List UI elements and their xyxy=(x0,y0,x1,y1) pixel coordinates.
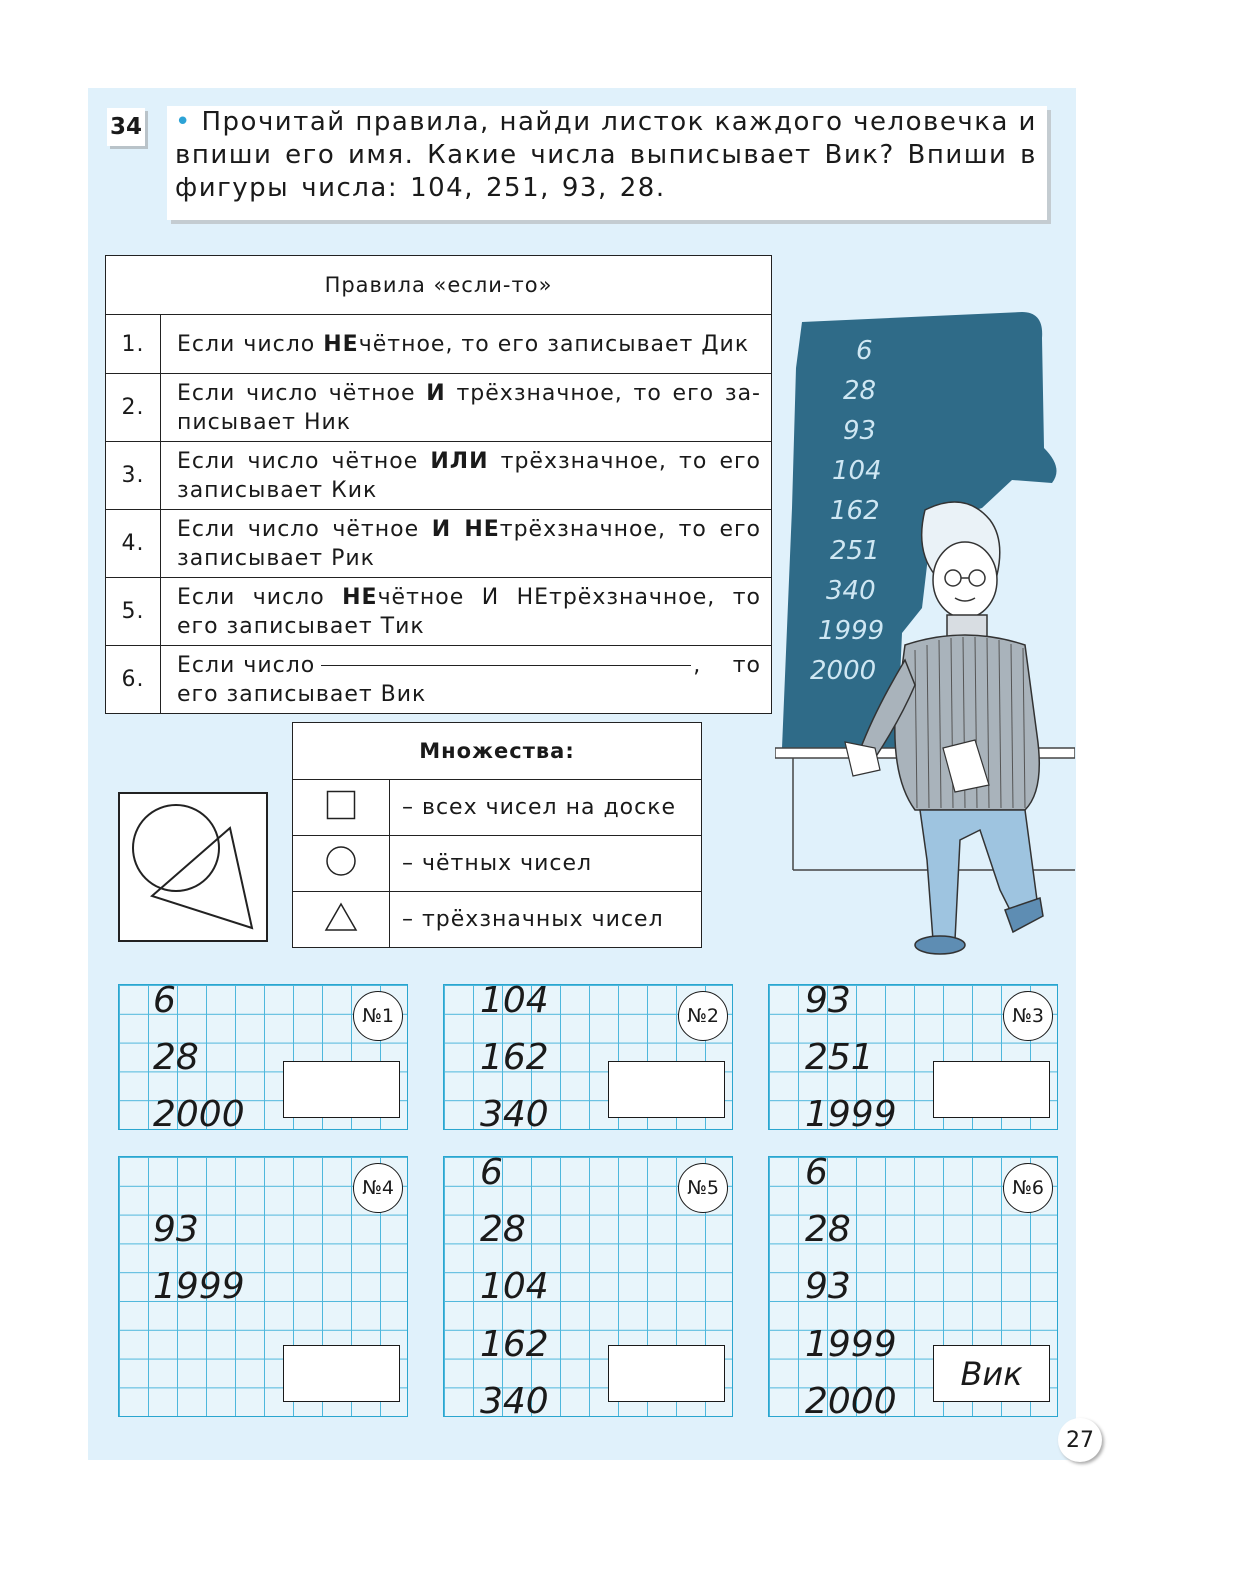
rule-row: 3. Если число чётное ИЛИ трёхзначное, то его записывает Кик xyxy=(106,442,772,510)
rule-row-6: 6. Если число , то его записывает Вик xyxy=(106,646,772,714)
card-number: 93 xyxy=(805,1266,851,1307)
answer-card-4 xyxy=(118,1156,408,1417)
bullet-icon: • xyxy=(175,107,192,137)
card-number: 93 xyxy=(805,980,851,1021)
card-badge: №3 xyxy=(1003,991,1053,1041)
rule-row: 5. Если число НЕчётное И НЕтрёхзначное, то его записывает Тик xyxy=(106,578,772,646)
square-icon xyxy=(326,790,356,820)
task-line-3: фигуры числа: 104, 251, 93, 28. xyxy=(175,173,666,203)
card-number: 1999 xyxy=(805,1324,897,1365)
board-number: 162 xyxy=(830,496,880,526)
answer-card-3 xyxy=(768,980,1058,1135)
sets-title: Множества: xyxy=(293,723,702,780)
card-number: 1999 xyxy=(805,1094,897,1135)
board-number: 93 xyxy=(843,416,877,446)
circle-icon xyxy=(325,845,357,877)
card-number: 104 xyxy=(480,980,549,1021)
answer-card-1 xyxy=(118,980,408,1135)
rule-row: 1. Если число НЕчётное, то его записывает Дик xyxy=(106,315,772,374)
venn-diagram xyxy=(118,792,268,942)
card-badge: №5 xyxy=(678,1163,728,1213)
card-number: 28 xyxy=(153,1037,199,1078)
board-number: 104 xyxy=(832,456,882,486)
triangle-icon xyxy=(324,902,358,932)
card-badge: №4 xyxy=(353,1163,403,1213)
rules-title: Правила «если-то» xyxy=(106,256,772,315)
boy-illustration xyxy=(775,480,1075,970)
board-number: 1999 xyxy=(818,616,885,646)
page-number: 27 xyxy=(1058,1418,1102,1462)
task-instructions xyxy=(167,106,1047,220)
card-number: 93 xyxy=(153,1209,199,1250)
card-number: 28 xyxy=(805,1209,851,1250)
sets-table xyxy=(292,722,702,948)
answer-card-2 xyxy=(443,980,733,1135)
card-number: 6 xyxy=(153,980,176,1021)
set-row: – трёхзначных чисел xyxy=(293,892,702,948)
card-number: 28 xyxy=(480,1209,526,1250)
name-answer-box[interactable] xyxy=(933,1061,1050,1118)
set-row: – всех чисел на доске xyxy=(293,780,702,836)
card-number: 6 xyxy=(805,1152,828,1193)
rule-6-blank-input[interactable] xyxy=(321,665,691,666)
name-answer-box[interactable] xyxy=(283,1061,400,1118)
name-answer-box[interactable] xyxy=(608,1061,725,1118)
task-number: 34 xyxy=(107,108,145,146)
card-number: 162 xyxy=(480,1324,549,1365)
task-line-2: впиши его имя. Какие числа выписывает Вик? Впиши в xyxy=(175,140,1037,170)
card-badge: №1 xyxy=(353,991,403,1041)
rules-table xyxy=(105,255,772,714)
card-number: 340 xyxy=(480,1381,549,1422)
rule-row: 2. Если число чётное И трёхзначное, то его за-писывает Ник xyxy=(106,374,772,442)
card-number: 340 xyxy=(480,1094,549,1135)
board-number: 251 xyxy=(830,536,880,566)
board-number: 28 xyxy=(843,376,877,406)
card-number: 1999 xyxy=(153,1266,245,1307)
board-number: 6 xyxy=(856,336,873,366)
answer-card-6 xyxy=(768,1152,1058,1422)
task-line-1: • Прочитай правила, найди листок каждого человечка и xyxy=(175,107,1037,137)
name-answer-box[interactable] xyxy=(608,1345,725,1402)
name-answer-box[interactable]: Вик xyxy=(933,1345,1050,1402)
card-number: 251 xyxy=(805,1037,874,1078)
rule-row: 4. Если число чётное И НЕтрёхзначное, то его записывает Рик xyxy=(106,510,772,578)
card-number: 2000 xyxy=(805,1381,897,1422)
card-number: 104 xyxy=(480,1266,549,1307)
card-badge: №6 xyxy=(1003,1163,1053,1213)
card-badge: №2 xyxy=(678,991,728,1041)
name-answer-box[interactable] xyxy=(283,1345,400,1402)
card-number: 6 xyxy=(480,1152,503,1193)
board-number: 340 xyxy=(826,576,876,606)
card-number: 2000 xyxy=(153,1094,245,1135)
card-number: 162 xyxy=(480,1037,549,1078)
board-number: 2000 xyxy=(810,656,877,686)
set-row: – чётных чисел xyxy=(293,836,702,892)
answer-card-5 xyxy=(443,1152,733,1422)
